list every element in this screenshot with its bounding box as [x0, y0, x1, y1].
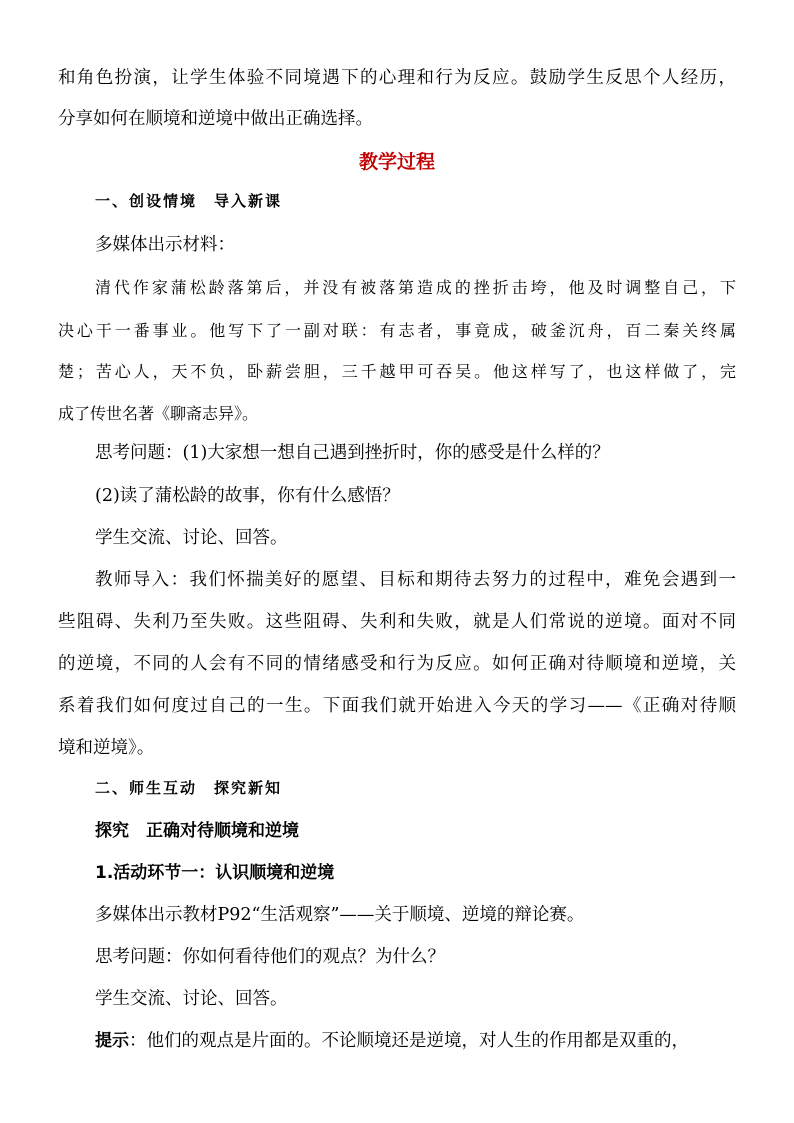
teacher-line-4: 系着我们如何度过自己的一生。下面我们就开始进入今天的学习——《正确对待顺 [58, 696, 736, 716]
page-title: 教学过程 [358, 151, 435, 173]
teacher-line-3: 的逆境，不同的人会有不同的情绪感受和行为反应。如何正确对待顺境和逆境，关 [58, 654, 736, 674]
story-line-2: 决心干一番事业。他写下了一副对联：有志者，事竟成，破釜沉舟，百二秦关终属 [58, 321, 736, 340]
question-1: 思考问题：(1)大家想一想自己遇到挫折时，你的感受是什么样的？ [95, 443, 610, 463]
section-1-heading: 一、创设情境 导入新课 [95, 192, 283, 210]
story-line-4: 成了传世名著《聊斋志异》。 [58, 404, 259, 423]
media-label: 多媒体出示材料： [95, 235, 235, 255]
story-line-3: 楚；苦心人，天不负，卧薪尝胆，三千越甲可吞吴。他这样写了，也这样做了，完 [58, 362, 736, 381]
student-response: 学生交流、讨论、回答。 [95, 528, 288, 548]
question-3: 思考问题：你如何看待他们的观点？为什么？ [95, 947, 445, 967]
teacher-line-5: 境和逆境》。 [58, 738, 155, 758]
story-line-1: 清代作家蒲松龄落第后，并没有被落第造成的挫折击垮，他及时调整自己，下 [95, 278, 736, 297]
media-observation: 多媒体出示教材P92“生活观察”——关于顺境、逆境的辩论赛。 [95, 905, 585, 925]
hint-label: 提示 [95, 1031, 129, 1051]
intro-line-1: 和角色扮演，让学生体验不同境遇下的心理和行为反应。鼓励学生反思个人经历， [58, 68, 736, 88]
teacher-line-2: 些阻碍、失利乃至失败。这些阻碍、失利和失败，就是人们常说的逆境。面对不同 [58, 612, 736, 632]
intro-line-2: 分享如何在顺境和逆境中做出正确选择。 [58, 109, 373, 129]
hint-text: ：他们的观点是片面的。不论顺境还是逆境，对人生的作用都是双重的， [129, 1031, 689, 1051]
explore-heading: 探究 正确对待顺境和逆境 [95, 821, 299, 841]
question-2: (2)读了蒲松龄的故事，你有什么感悟？ [95, 486, 400, 506]
teacher-line-1: 教师导入：我们怀揣美好的愿望、目标和期待去努力的过程中，难免会遇到一 [95, 570, 736, 590]
section-2-heading: 二、师生互动 探究新知 [95, 779, 283, 797]
student-response-2: 学生交流、讨论、回答。 [95, 989, 288, 1009]
activity-heading: 1.活动环节一：认识顺境和逆境 [95, 863, 335, 883]
hint-line [95, 1030, 736, 1052]
